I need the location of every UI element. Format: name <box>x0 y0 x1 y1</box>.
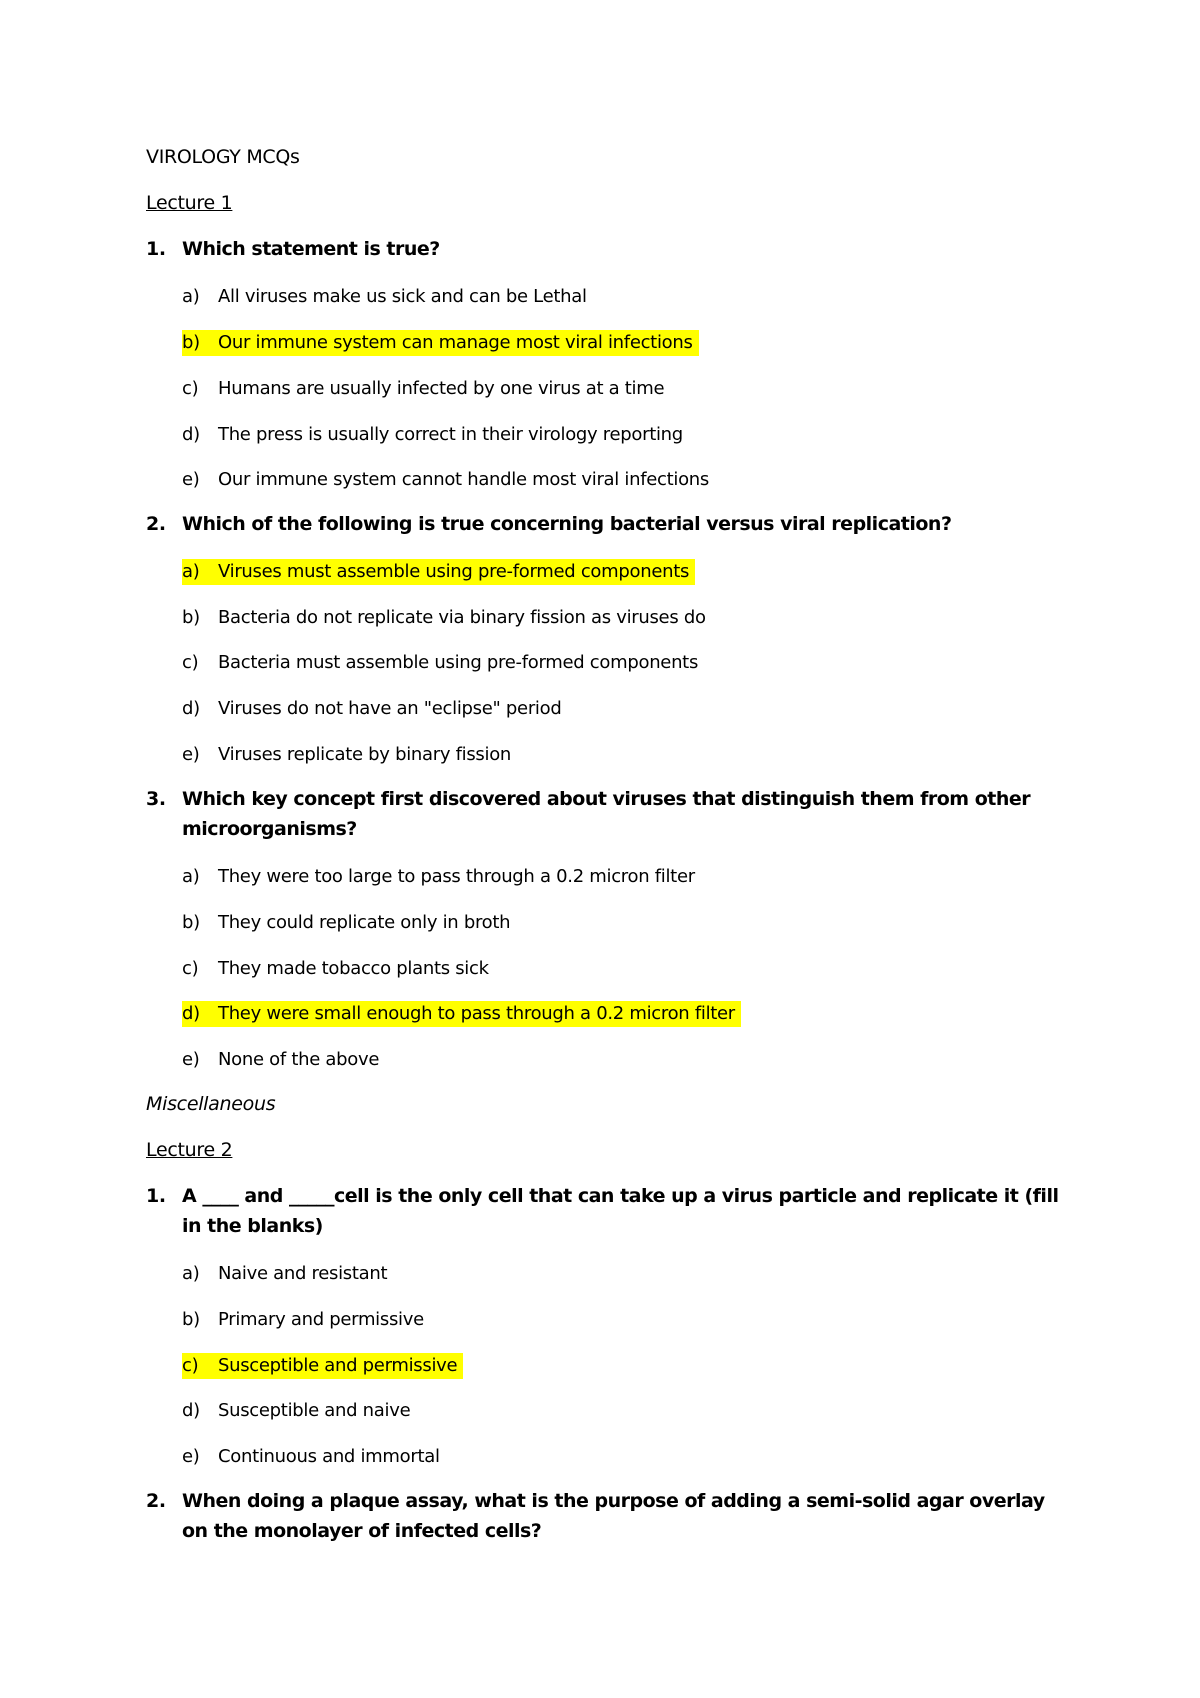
answer-option <box>182 742 517 768</box>
option-letter: e) <box>182 1049 200 1070</box>
option-text: The press is usually correct in their virology reporting <box>218 424 683 445</box>
option-text: All viruses make us sick and can be Lethal <box>218 286 587 307</box>
answer-option <box>182 1444 446 1470</box>
question-number: 2. <box>146 1490 166 1512</box>
answer-option <box>182 650 704 676</box>
option-letter: b) <box>182 332 200 353</box>
option-letter: b) <box>182 1309 200 1330</box>
option-letter: b) <box>182 912 200 933</box>
option-letter: c) <box>182 378 199 399</box>
question-number: 1. <box>146 1185 166 1207</box>
question-number: 2. <box>146 513 166 535</box>
option-text: Viruses do not have an "eclipse" period <box>218 698 562 719</box>
option-letter: a) <box>182 1263 200 1284</box>
option-text: Our immune system can manage most viral infections <box>218 332 693 353</box>
option-letter: e) <box>182 1446 200 1467</box>
answer-option-correct <box>182 559 695 585</box>
answer-option <box>182 910 516 936</box>
option-letter: d) <box>182 698 200 719</box>
answer-option <box>182 864 701 890</box>
question-text: Which key concept first discovered about viruses that distinguish them from other microorganisms? <box>182 788 1031 840</box>
option-text: Naive and resistant <box>218 1263 388 1284</box>
question-text: When doing a plaque assay, what is the purpose of adding a semi-solid agar overlay on the monolayer of infected cells? <box>182 1490 1045 1542</box>
option-letter: c) <box>182 958 199 979</box>
option-text: Viruses must assemble using pre-formed components <box>218 561 690 582</box>
option-text: Susceptible and permissive <box>218 1355 458 1376</box>
option-text: Viruses replicate by binary fission <box>218 744 512 765</box>
answer-option <box>182 467 715 493</box>
option-text: Bacteria do not replicate via binary fission as viruses do <box>218 607 706 628</box>
option-letter: e) <box>182 469 200 490</box>
option-text: None of the above <box>218 1049 380 1070</box>
option-text: Humans are usually infected by one virus at a time <box>218 378 665 399</box>
option-text: They made tobacco plants sick <box>218 958 489 979</box>
option-text: They could replicate only in broth <box>218 912 511 933</box>
document-title: VIROLOGY MCQs <box>146 146 300 168</box>
answer-option <box>182 376 670 402</box>
option-text: Continuous and immortal <box>218 1446 440 1467</box>
answer-option <box>182 956 495 982</box>
answer-option-correct <box>182 330 699 356</box>
answer-option <box>182 1307 430 1333</box>
option-text: Our immune system cannot handle most viral infections <box>218 469 709 490</box>
answer-option-correct <box>182 1353 463 1379</box>
option-text: They were small enough to pass through a 0.2 micron filter <box>218 1003 735 1024</box>
option-letter: c) <box>182 652 199 673</box>
option-text: Primary and permissive <box>218 1309 424 1330</box>
option-text: Bacteria must assemble using pre-formed components <box>218 652 699 673</box>
answer-option <box>182 1398 416 1424</box>
option-letter: a) <box>182 866 200 887</box>
question-text: Which statement is true? <box>182 238 440 260</box>
option-letter: e) <box>182 744 200 765</box>
option-letter: a) <box>182 286 200 307</box>
option-letter: d) <box>182 424 200 445</box>
lecture-1-heading: Lecture 1 <box>146 192 233 214</box>
answer-option <box>182 1261 393 1287</box>
question-text: A ____ and _____cell is the only cell that can take up a virus particle and replicate it (fill in the blanks) <box>182 1185 1059 1237</box>
miscellaneous-heading: Miscellaneous <box>146 1093 276 1115</box>
answer-option <box>182 422 689 448</box>
question-text: Which of the following is true concerning bacterial versus viral replication? <box>182 513 952 535</box>
option-letter: a) <box>182 561 200 582</box>
answer-option-correct <box>182 1001 741 1027</box>
option-letter: d) <box>182 1003 200 1024</box>
answer-option <box>182 284 593 310</box>
option-letter: b) <box>182 607 200 628</box>
option-letter: d) <box>182 1400 200 1421</box>
lecture-2-heading: Lecture 2 <box>146 1139 233 1161</box>
question-number: 1. <box>146 238 166 260</box>
option-text: Susceptible and naive <box>218 1400 411 1421</box>
option-letter: c) <box>182 1355 199 1376</box>
option-text: They were too large to pass through a 0.2 micron filter <box>218 866 695 887</box>
answer-option <box>182 696 567 722</box>
answer-option <box>182 605 712 631</box>
answer-option <box>182 1047 385 1073</box>
question-number: 3. <box>146 788 166 810</box>
